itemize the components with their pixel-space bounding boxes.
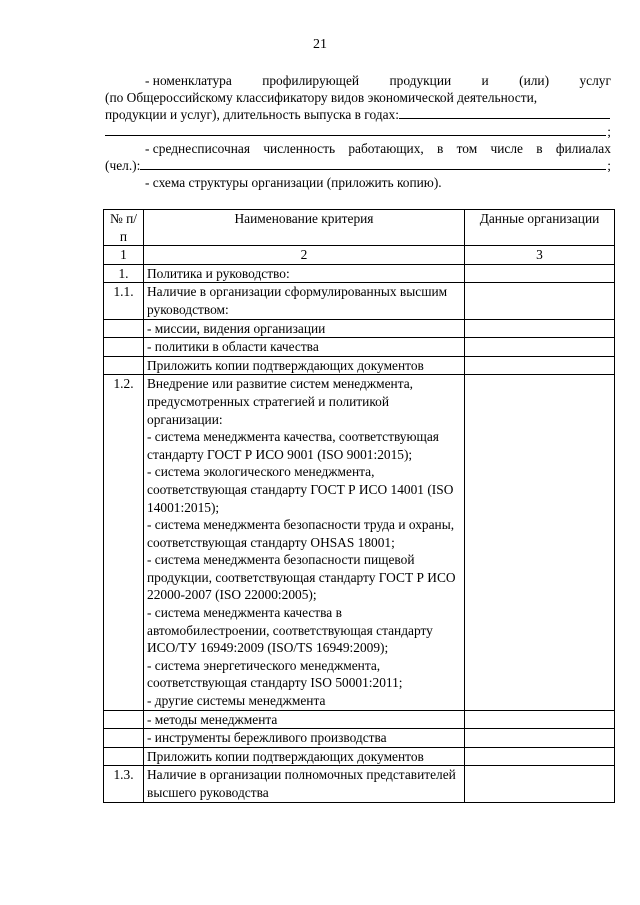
intro-word: - номенклатура — [145, 73, 232, 88]
intro-word: услуг — [579, 73, 611, 88]
intro-word: числе — [490, 141, 523, 156]
intro-item-nomenclature-line3 — [105, 106, 611, 123]
intro-word: - среднесписочная — [145, 141, 251, 156]
row-criterion: - политики в области качества — [144, 338, 465, 357]
column-number-row — [104, 246, 615, 265]
row-org-data-cell[interactable] — [465, 283, 615, 319]
intro-word: филиалах — [555, 141, 611, 156]
intro-section — [105, 72, 611, 191]
intro-word: (или) — [519, 73, 550, 88]
row-criterion: Наличие в организации полномочных представителей высшего руководства — [144, 766, 465, 802]
table-row — [104, 356, 615, 375]
intro-item-nomenclature-line4 — [105, 123, 611, 140]
row-org-data-cell[interactable] — [465, 319, 615, 338]
table-row — [104, 319, 615, 338]
row-number: 1.3. — [104, 766, 144, 802]
row-org-data-cell[interactable] — [465, 729, 615, 748]
production-years-label: продукции и услуг), длительность выпуска в годах: — [105, 107, 399, 122]
page-number: 21 — [313, 37, 327, 52]
table-row — [104, 338, 615, 357]
row-number — [104, 747, 144, 766]
row-number — [104, 356, 144, 375]
intro-item-structure: - схема структуры организации (приложить копию). — [145, 175, 442, 190]
header-number: № п/п — [104, 210, 144, 246]
column-number: 3 — [465, 246, 615, 265]
intro-item-headcount-line1 — [105, 140, 611, 157]
criteria-table — [103, 209, 615, 803]
row-org-data-cell[interactable] — [465, 375, 615, 710]
header-org-data: Данные организации — [465, 210, 615, 246]
intro-word: в — [536, 141, 543, 156]
row-criterion: Приложить копии подтверждающих документов — [144, 356, 465, 375]
row-criterion: Внедрение или развитие систем менеджмента, предусмотренных стратегией и политикой организации: - система менеджмента качества, соответствующая стандарту ГОСТ Р ИСО 9001 (ISO 9001:2015); - система экологического менеджмента, соответствующая стандарту ГОСТ Р ИСО 14001 (ISO 14001:2015); - система менеджмента безопасности труда и охраны, соответствующая стандарту OHSAS 18001; - система менеджмента безопасности пищевой продукции, соответствующая стандарту ГОСТ Р ИСО 22000-2007 (ISO 22000:2005); - система менеджмента качества в автомобилестроении, соответствующая стандарту ИСО/ТУ 16949:2009 (ISO/TS 16949:2009); - система энергетического менеджмента, соответствующая стандарту ISO 50001:2011; - другие системы менеджмента — [144, 375, 465, 710]
header-criterion: Наименование критерия — [144, 210, 465, 246]
intro-word: том — [456, 141, 478, 156]
intro-word: продукции — [389, 73, 452, 88]
table-header-row — [104, 210, 615, 246]
row-org-data-cell[interactable] — [465, 356, 615, 375]
row-criterion: Наличие в организации сформулированных высшим руководством: — [144, 283, 465, 319]
table-row — [104, 747, 615, 766]
row-number — [104, 729, 144, 748]
table-row — [104, 766, 615, 802]
column-number: 2 — [144, 246, 465, 265]
row-criterion: Политика и руководство: — [144, 264, 465, 283]
row-criterion: Приложить копии подтверждающих документов — [144, 747, 465, 766]
terminator: ; — [607, 124, 611, 139]
headcount-blank — [140, 169, 606, 170]
intro-word: численность — [263, 141, 336, 156]
table-row — [104, 283, 615, 319]
intro-item-nomenclature-line1 — [105, 72, 611, 89]
row-org-data-cell[interactable] — [465, 264, 615, 283]
row-criterion: - миссии, видения организации — [144, 319, 465, 338]
headcount-label: (чел.): — [105, 158, 141, 173]
production-years-blank-continued — [105, 135, 606, 136]
intro-word: профилирующей — [262, 73, 360, 88]
row-org-data-cell[interactable] — [465, 710, 615, 729]
table-row — [104, 729, 615, 748]
row-org-data-cell[interactable] — [465, 766, 615, 802]
intro-word: работающих, — [348, 141, 424, 156]
row-criterion: - инструменты бережливого производства — [144, 729, 465, 748]
row-number: 1.1. — [104, 283, 144, 319]
row-number — [104, 338, 144, 357]
table-row — [104, 710, 615, 729]
terminator: ; — [607, 158, 611, 173]
production-years-blank — [399, 118, 610, 119]
row-criterion: - методы менеджмента — [144, 710, 465, 729]
table-row — [104, 264, 615, 283]
intro-word: в — [437, 141, 444, 156]
row-org-data-cell[interactable] — [465, 747, 615, 766]
row-number: 1. — [104, 264, 144, 283]
intro-item-nomenclature-line2: (по Общероссийскому классификатору видов экономической деятельности, — [105, 90, 538, 105]
row-number: 1.2. — [104, 375, 144, 710]
row-number — [104, 319, 144, 338]
row-number — [104, 710, 144, 729]
row-org-data-cell[interactable] — [465, 338, 615, 357]
intro-item-headcount-line2 — [105, 157, 611, 174]
column-number: 1 — [104, 246, 144, 265]
table-row — [104, 375, 615, 710]
intro-word: и — [481, 73, 489, 88]
